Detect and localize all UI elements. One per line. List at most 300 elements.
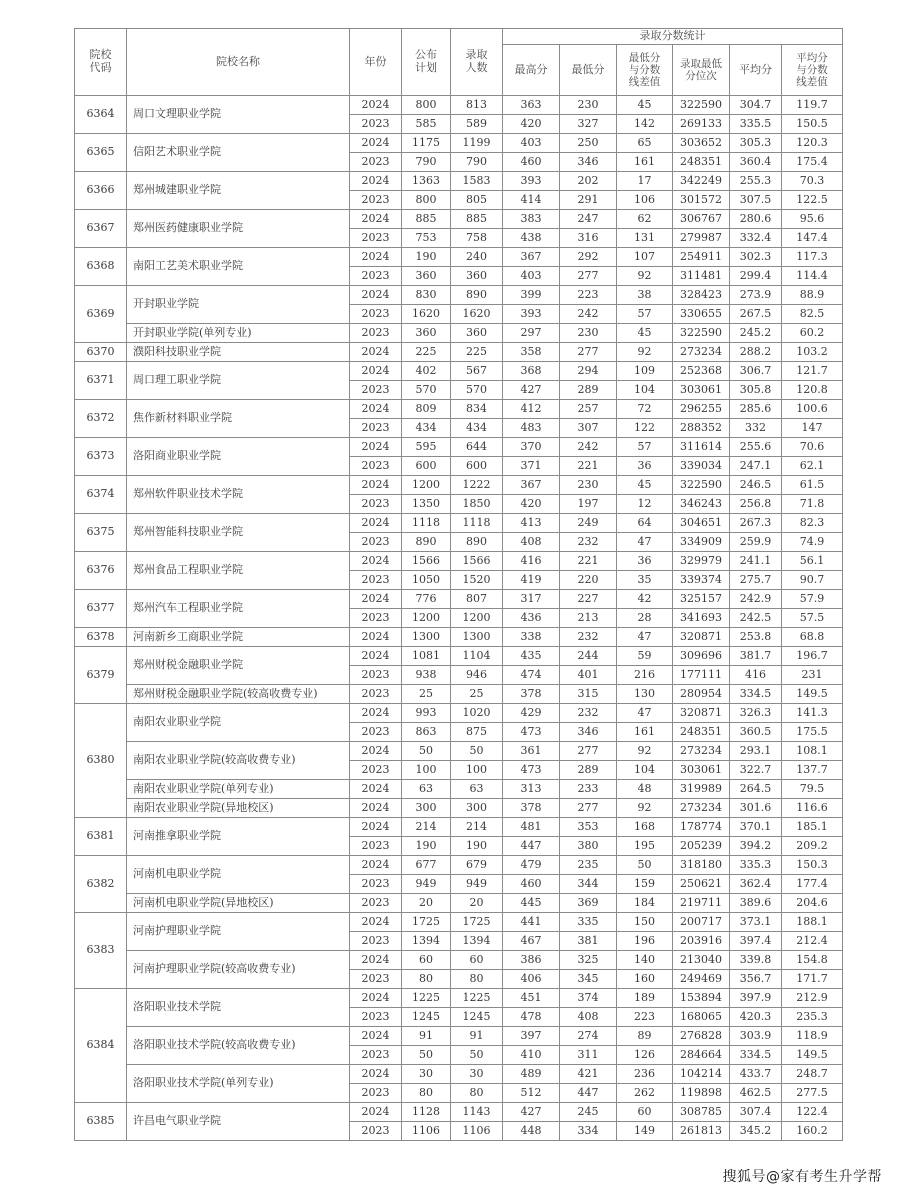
- avg-diff-cell: 171.7: [782, 970, 843, 989]
- avg-cell: 335.3: [730, 856, 782, 875]
- min-diff-cell: 184: [617, 894, 673, 913]
- plan-cell: 80: [402, 1084, 451, 1103]
- avg-diff-cell: 177.4: [782, 875, 843, 894]
- admitted-cell: 644: [451, 438, 503, 457]
- avg-cell: 305.8: [730, 381, 782, 400]
- min-diff-cell: 131: [617, 229, 673, 248]
- avg-diff-cell: 103.2: [782, 343, 843, 362]
- year-cell: 2024: [350, 742, 402, 761]
- min-diff-cell: 160: [617, 970, 673, 989]
- admitted-cell: 1143: [451, 1103, 503, 1122]
- school-name-cell: 洛阳职业技术学院(单列专业): [127, 1065, 350, 1103]
- avg-cell: 356.7: [730, 970, 782, 989]
- avg-diff-cell: 277.5: [782, 1084, 843, 1103]
- plan-cell: 1620: [402, 305, 451, 324]
- min-rank-cell: 261813: [673, 1122, 730, 1141]
- avg-diff-cell: 82.5: [782, 305, 843, 324]
- school-name-cell: 郑州医药健康职业学院: [127, 210, 350, 248]
- school-code-cell: 6372: [75, 400, 127, 438]
- min-diff-cell: 216: [617, 666, 673, 685]
- year-cell: 2024: [350, 210, 402, 229]
- plan-cell: 585: [402, 115, 451, 134]
- avg-cell: 273.9: [730, 286, 782, 305]
- admitted-cell: 807: [451, 590, 503, 609]
- min-diff-cell: 189: [617, 989, 673, 1008]
- max-cell: 406: [503, 970, 560, 989]
- plan-cell: 20: [402, 894, 451, 913]
- avg-diff-cell: 121.7: [782, 362, 843, 381]
- min-diff-cell: 196: [617, 932, 673, 951]
- school-code-cell: 6377: [75, 590, 127, 628]
- avg-cell: 370.1: [730, 818, 782, 837]
- header-year: 年份: [350, 29, 402, 96]
- year-cell: 2024: [350, 552, 402, 571]
- header-avg-score: 平均分: [730, 45, 782, 96]
- year-cell: 2023: [350, 1008, 402, 1027]
- avg-cell: 247.1: [730, 457, 782, 476]
- min-cell: 232: [560, 533, 617, 552]
- plan-cell: 1106: [402, 1122, 451, 1141]
- min-rank-cell: 328423: [673, 286, 730, 305]
- min-diff-cell: 45: [617, 324, 673, 343]
- min-rank-cell: 168065: [673, 1008, 730, 1027]
- avg-diff-cell: 88.9: [782, 286, 843, 305]
- min-cell: 277: [560, 267, 617, 286]
- max-cell: 368: [503, 362, 560, 381]
- school-code-cell: 6371: [75, 362, 127, 400]
- admitted-cell: 63: [451, 780, 503, 799]
- avg-cell: 242.9: [730, 590, 782, 609]
- max-cell: 429: [503, 704, 560, 723]
- max-cell: 460: [503, 875, 560, 894]
- school-name-cell: 郑州财税金融职业学院(较高收费专业): [127, 685, 350, 704]
- avg-cell: 420.3: [730, 1008, 782, 1027]
- avg-diff-cell: 122.5: [782, 191, 843, 210]
- school-name-cell: 南阳农业职业学院(单列专业): [127, 780, 350, 799]
- max-cell: 297: [503, 324, 560, 343]
- school-name-cell: 南阳农业职业学院(较高收费专业): [127, 742, 350, 780]
- school-code-cell: 6366: [75, 172, 127, 210]
- avg-diff-cell: 114.4: [782, 267, 843, 286]
- year-cell: 2023: [350, 191, 402, 210]
- min-cell: 247: [560, 210, 617, 229]
- table-row: [75, 647, 843, 666]
- avg-diff-cell: 188.1: [782, 913, 843, 932]
- avg-cell: 267.3: [730, 514, 782, 533]
- min-cell: 335: [560, 913, 617, 932]
- table-row: [75, 818, 843, 837]
- min-cell: 244: [560, 647, 617, 666]
- min-diff-cell: 12: [617, 495, 673, 514]
- max-cell: 313: [503, 780, 560, 799]
- min-rank-cell: 279987: [673, 229, 730, 248]
- min-diff-cell: 149: [617, 1122, 673, 1141]
- year-cell: 2023: [350, 229, 402, 248]
- school-code-cell: 6374: [75, 476, 127, 514]
- plan-cell: 50: [402, 1046, 451, 1065]
- min-cell: 346: [560, 153, 617, 172]
- min-cell: 344: [560, 875, 617, 894]
- avg-diff-cell: 175.4: [782, 153, 843, 172]
- max-cell: 386: [503, 951, 560, 970]
- admitted-cell: 1520: [451, 571, 503, 590]
- avg-diff-cell: 56.1: [782, 552, 843, 571]
- school-name-cell: 焦作新材料职业学院: [127, 400, 350, 438]
- admitted-cell: 91: [451, 1027, 503, 1046]
- year-cell: 2023: [350, 571, 402, 590]
- min-diff-cell: 92: [617, 267, 673, 286]
- max-cell: 399: [503, 286, 560, 305]
- plan-cell: 595: [402, 438, 451, 457]
- min-diff-cell: 107: [617, 248, 673, 267]
- min-cell: 227: [560, 590, 617, 609]
- min-rank-cell: 254911: [673, 248, 730, 267]
- avg-diff-cell: 57.9: [782, 590, 843, 609]
- school-name-cell: 河南机电职业学院(异地校区): [127, 894, 350, 913]
- table-row: [75, 894, 843, 913]
- min-rank-cell: 203916: [673, 932, 730, 951]
- max-cell: 416: [503, 552, 560, 571]
- min-diff-cell: 161: [617, 723, 673, 742]
- min-diff-cell: 57: [617, 438, 673, 457]
- school-name-cell: 河南护理职业学院: [127, 913, 350, 951]
- avg-cell: 253.8: [730, 628, 782, 647]
- avg-cell: 305.3: [730, 134, 782, 153]
- min-diff-cell: 59: [617, 647, 673, 666]
- school-code-cell: 6369: [75, 286, 127, 343]
- plan-cell: 402: [402, 362, 451, 381]
- year-cell: 2023: [350, 1084, 402, 1103]
- min-rank-cell: 330655: [673, 305, 730, 324]
- min-cell: 230: [560, 96, 617, 115]
- min-cell: 223: [560, 286, 617, 305]
- school-name-cell: 开封职业学院: [127, 286, 350, 324]
- min-diff-cell: 64: [617, 514, 673, 533]
- max-cell: 393: [503, 172, 560, 191]
- min-rank-cell: 213040: [673, 951, 730, 970]
- plan-cell: 800: [402, 191, 451, 210]
- min-cell: 294: [560, 362, 617, 381]
- table-row: [75, 476, 843, 495]
- max-cell: 367: [503, 476, 560, 495]
- school-code-cell: 6368: [75, 248, 127, 286]
- avg-cell: 362.4: [730, 875, 782, 894]
- admitted-cell: 1566: [451, 552, 503, 571]
- admitted-cell: 360: [451, 267, 503, 286]
- min-cell: 315: [560, 685, 617, 704]
- min-cell: 242: [560, 305, 617, 324]
- min-diff-cell: 140: [617, 951, 673, 970]
- year-cell: 2024: [350, 799, 402, 818]
- min-rank-cell: 119898: [673, 1084, 730, 1103]
- avg-cell: 322.7: [730, 761, 782, 780]
- table-row: [75, 628, 843, 647]
- min-rank-cell: 276828: [673, 1027, 730, 1046]
- plan-cell: 190: [402, 837, 451, 856]
- min-cell: 291: [560, 191, 617, 210]
- min-rank-cell: 319989: [673, 780, 730, 799]
- min-diff-cell: 106: [617, 191, 673, 210]
- min-cell: 325: [560, 951, 617, 970]
- avg-cell: 246.5: [730, 476, 782, 495]
- year-cell: 2023: [350, 723, 402, 742]
- min-cell: 408: [560, 1008, 617, 1027]
- avg-diff-cell: 71.8: [782, 495, 843, 514]
- min-rank-cell: 301572: [673, 191, 730, 210]
- admitted-cell: 600: [451, 457, 503, 476]
- year-cell: 2024: [350, 951, 402, 970]
- school-name-cell: 洛阳职业技术学院: [127, 989, 350, 1027]
- admitted-cell: 567: [451, 362, 503, 381]
- avg-cell: 303.9: [730, 1027, 782, 1046]
- admitted-cell: 890: [451, 286, 503, 305]
- admitted-cell: 1620: [451, 305, 503, 324]
- min-diff-cell: 262: [617, 1084, 673, 1103]
- school-name-cell: 南阳农业职业学院: [127, 704, 350, 742]
- min-diff-cell: 104: [617, 761, 673, 780]
- plan-cell: 80: [402, 970, 451, 989]
- avg-cell: 280.6: [730, 210, 782, 229]
- avg-cell: 288.2: [730, 343, 782, 362]
- school-name-cell: 许昌电气职业学院: [127, 1103, 350, 1141]
- header-admitted: 录取 人数: [451, 29, 503, 96]
- min-cell: 353: [560, 818, 617, 837]
- min-rank-cell: 334909: [673, 533, 730, 552]
- max-cell: 473: [503, 761, 560, 780]
- admitted-cell: 60: [451, 951, 503, 970]
- table-row: [75, 343, 843, 362]
- avg-diff-cell: 212.9: [782, 989, 843, 1008]
- avg-cell: 255.3: [730, 172, 782, 191]
- plan-cell: 993: [402, 704, 451, 723]
- table-body: [75, 96, 843, 1141]
- admitted-cell: 20: [451, 894, 503, 913]
- min-cell: 277: [560, 799, 617, 818]
- max-cell: 367: [503, 248, 560, 267]
- max-cell: 489: [503, 1065, 560, 1084]
- avg-cell: 339.8: [730, 951, 782, 970]
- min-rank-cell: 177111: [673, 666, 730, 685]
- avg-cell: 264.5: [730, 780, 782, 799]
- min-cell: 289: [560, 381, 617, 400]
- min-diff-cell: 50: [617, 856, 673, 875]
- min-cell: 232: [560, 628, 617, 647]
- plan-cell: 1394: [402, 932, 451, 951]
- min-rank-cell: 339374: [673, 571, 730, 590]
- plan-cell: 60: [402, 951, 451, 970]
- plan-cell: 1050: [402, 571, 451, 590]
- year-cell: 2024: [350, 590, 402, 609]
- table-row: [75, 248, 843, 267]
- min-rank-cell: 342249: [673, 172, 730, 191]
- max-cell: 408: [503, 533, 560, 552]
- max-cell: 361: [503, 742, 560, 761]
- max-cell: 419: [503, 571, 560, 590]
- table-row: [75, 438, 843, 457]
- avg-diff-cell: 122.4: [782, 1103, 843, 1122]
- admitted-cell: 30: [451, 1065, 503, 1084]
- max-cell: 378: [503, 799, 560, 818]
- admission-score-table-sheet: [74, 28, 842, 1141]
- min-rank-cell: 250621: [673, 875, 730, 894]
- min-diff-cell: 195: [617, 837, 673, 856]
- year-cell: 2024: [350, 647, 402, 666]
- avg-diff-cell: 62.1: [782, 457, 843, 476]
- min-diff-cell: 72: [617, 400, 673, 419]
- plan-cell: 949: [402, 875, 451, 894]
- admitted-cell: 949: [451, 875, 503, 894]
- plan-cell: 800: [402, 96, 451, 115]
- school-name-cell: 南阳工艺美术职业学院: [127, 248, 350, 286]
- admitted-cell: 50: [451, 742, 503, 761]
- avg-diff-cell: 149.5: [782, 1046, 843, 1065]
- table-row: [75, 1027, 843, 1046]
- plan-cell: 1175: [402, 134, 451, 153]
- plan-cell: 1200: [402, 609, 451, 628]
- table-row: [75, 780, 843, 799]
- admitted-cell: 1200: [451, 609, 503, 628]
- min-cell: 334: [560, 1122, 617, 1141]
- table-row: [75, 799, 843, 818]
- avg-cell: 285.6: [730, 400, 782, 419]
- school-code-cell: 6378: [75, 628, 127, 647]
- min-diff-cell: 28: [617, 609, 673, 628]
- max-cell: 378: [503, 685, 560, 704]
- table-row: [75, 685, 843, 704]
- min-cell: 220: [560, 571, 617, 590]
- year-cell: 2023: [350, 875, 402, 894]
- school-code-cell: 6379: [75, 647, 127, 704]
- table-row: [75, 742, 843, 761]
- min-cell: 245: [560, 1103, 617, 1122]
- avg-cell: 242.5: [730, 609, 782, 628]
- min-rank-cell: 178774: [673, 818, 730, 837]
- admitted-cell: 1850: [451, 495, 503, 514]
- year-cell: 2024: [350, 172, 402, 191]
- min-diff-cell: 89: [617, 1027, 673, 1046]
- avg-diff-cell: 147.4: [782, 229, 843, 248]
- min-cell: 221: [560, 457, 617, 476]
- header-score-stats-group: 录取分数统计: [503, 29, 843, 45]
- school-name-cell: 河南推拿职业学院: [127, 818, 350, 856]
- min-cell: 447: [560, 1084, 617, 1103]
- school-name-cell: 洛阳商业职业学院: [127, 438, 350, 476]
- table-row: [75, 400, 843, 419]
- plan-cell: 214: [402, 818, 451, 837]
- year-cell: 2023: [350, 457, 402, 476]
- school-code-cell: 6385: [75, 1103, 127, 1141]
- min-diff-cell: 17: [617, 172, 673, 191]
- table-row: [75, 210, 843, 229]
- plan-cell: 885: [402, 210, 451, 229]
- year-cell: 2023: [350, 894, 402, 913]
- school-name-cell: 开封职业学院(单列专业): [127, 324, 350, 343]
- max-cell: 512: [503, 1084, 560, 1103]
- school-name-cell: 郑州食品工程职业学院: [127, 552, 350, 590]
- avg-cell: 275.7: [730, 571, 782, 590]
- year-cell: 2024: [350, 438, 402, 457]
- year-cell: 2024: [350, 343, 402, 362]
- year-cell: 2023: [350, 837, 402, 856]
- avg-diff-cell: 118.9: [782, 1027, 843, 1046]
- max-cell: 435: [503, 647, 560, 666]
- admitted-cell: 80: [451, 1084, 503, 1103]
- admitted-cell: 25: [451, 685, 503, 704]
- table-row: [75, 1065, 843, 1084]
- header-avg-diff: 平均分 与分数 线差值: [782, 45, 843, 96]
- year-cell: 2024: [350, 96, 402, 115]
- year-cell: 2024: [350, 780, 402, 799]
- plan-cell: 890: [402, 533, 451, 552]
- avg-diff-cell: 120.8: [782, 381, 843, 400]
- avg-cell: 301.6: [730, 799, 782, 818]
- admitted-cell: 1300: [451, 628, 503, 647]
- max-cell: 427: [503, 381, 560, 400]
- min-rank-cell: 341693: [673, 609, 730, 628]
- admitted-cell: 1104: [451, 647, 503, 666]
- school-code-cell: 6383: [75, 913, 127, 989]
- school-code-cell: 6376: [75, 552, 127, 590]
- min-diff-cell: 47: [617, 628, 673, 647]
- header-min-score: 最低分: [560, 45, 617, 96]
- avg-cell: 306.7: [730, 362, 782, 381]
- max-cell: 436: [503, 609, 560, 628]
- admitted-cell: 434: [451, 419, 503, 438]
- plan-cell: 63: [402, 780, 451, 799]
- avg-cell: 462.5: [730, 1084, 782, 1103]
- plan-cell: 570: [402, 381, 451, 400]
- avg-diff-cell: 185.1: [782, 818, 843, 837]
- avg-diff-cell: 70.6: [782, 438, 843, 457]
- admitted-cell: 360: [451, 324, 503, 343]
- min-rank-cell: 329979: [673, 552, 730, 571]
- max-cell: 420: [503, 495, 560, 514]
- avg-cell: 302.3: [730, 248, 782, 267]
- year-cell: 2024: [350, 248, 402, 267]
- school-code-cell: 6365: [75, 134, 127, 172]
- avg-cell: 332: [730, 419, 782, 438]
- min-cell: 346: [560, 723, 617, 742]
- year-cell: 2024: [350, 286, 402, 305]
- min-rank-cell: 309696: [673, 647, 730, 666]
- avg-diff-cell: 235.3: [782, 1008, 843, 1027]
- year-cell: 2023: [350, 609, 402, 628]
- school-name-cell: 信阳艺术职业学院: [127, 134, 350, 172]
- admitted-cell: 805: [451, 191, 503, 210]
- school-code-cell: 6381: [75, 818, 127, 856]
- min-cell: 277: [560, 742, 617, 761]
- avg-diff-cell: 231: [782, 666, 843, 685]
- min-rank-cell: 320871: [673, 628, 730, 647]
- watermark-text: 搜狐号@家有考生升学帮: [722, 1169, 882, 1185]
- year-cell: 2024: [350, 1027, 402, 1046]
- table-row: [75, 96, 843, 115]
- avg-diff-cell: 79.5: [782, 780, 843, 799]
- min-rank-cell: 311614: [673, 438, 730, 457]
- min-cell: 213: [560, 609, 617, 628]
- plan-cell: 776: [402, 590, 451, 609]
- max-cell: 338: [503, 628, 560, 647]
- max-cell: 473: [503, 723, 560, 742]
- min-rank-cell: 308785: [673, 1103, 730, 1122]
- avg-cell: 332.4: [730, 229, 782, 248]
- max-cell: 481: [503, 818, 560, 837]
- year-cell: 2024: [350, 913, 402, 932]
- min-diff-cell: 65: [617, 134, 673, 153]
- plan-cell: 1300: [402, 628, 451, 647]
- plan-cell: 190: [402, 248, 451, 267]
- plan-cell: 1118: [402, 514, 451, 533]
